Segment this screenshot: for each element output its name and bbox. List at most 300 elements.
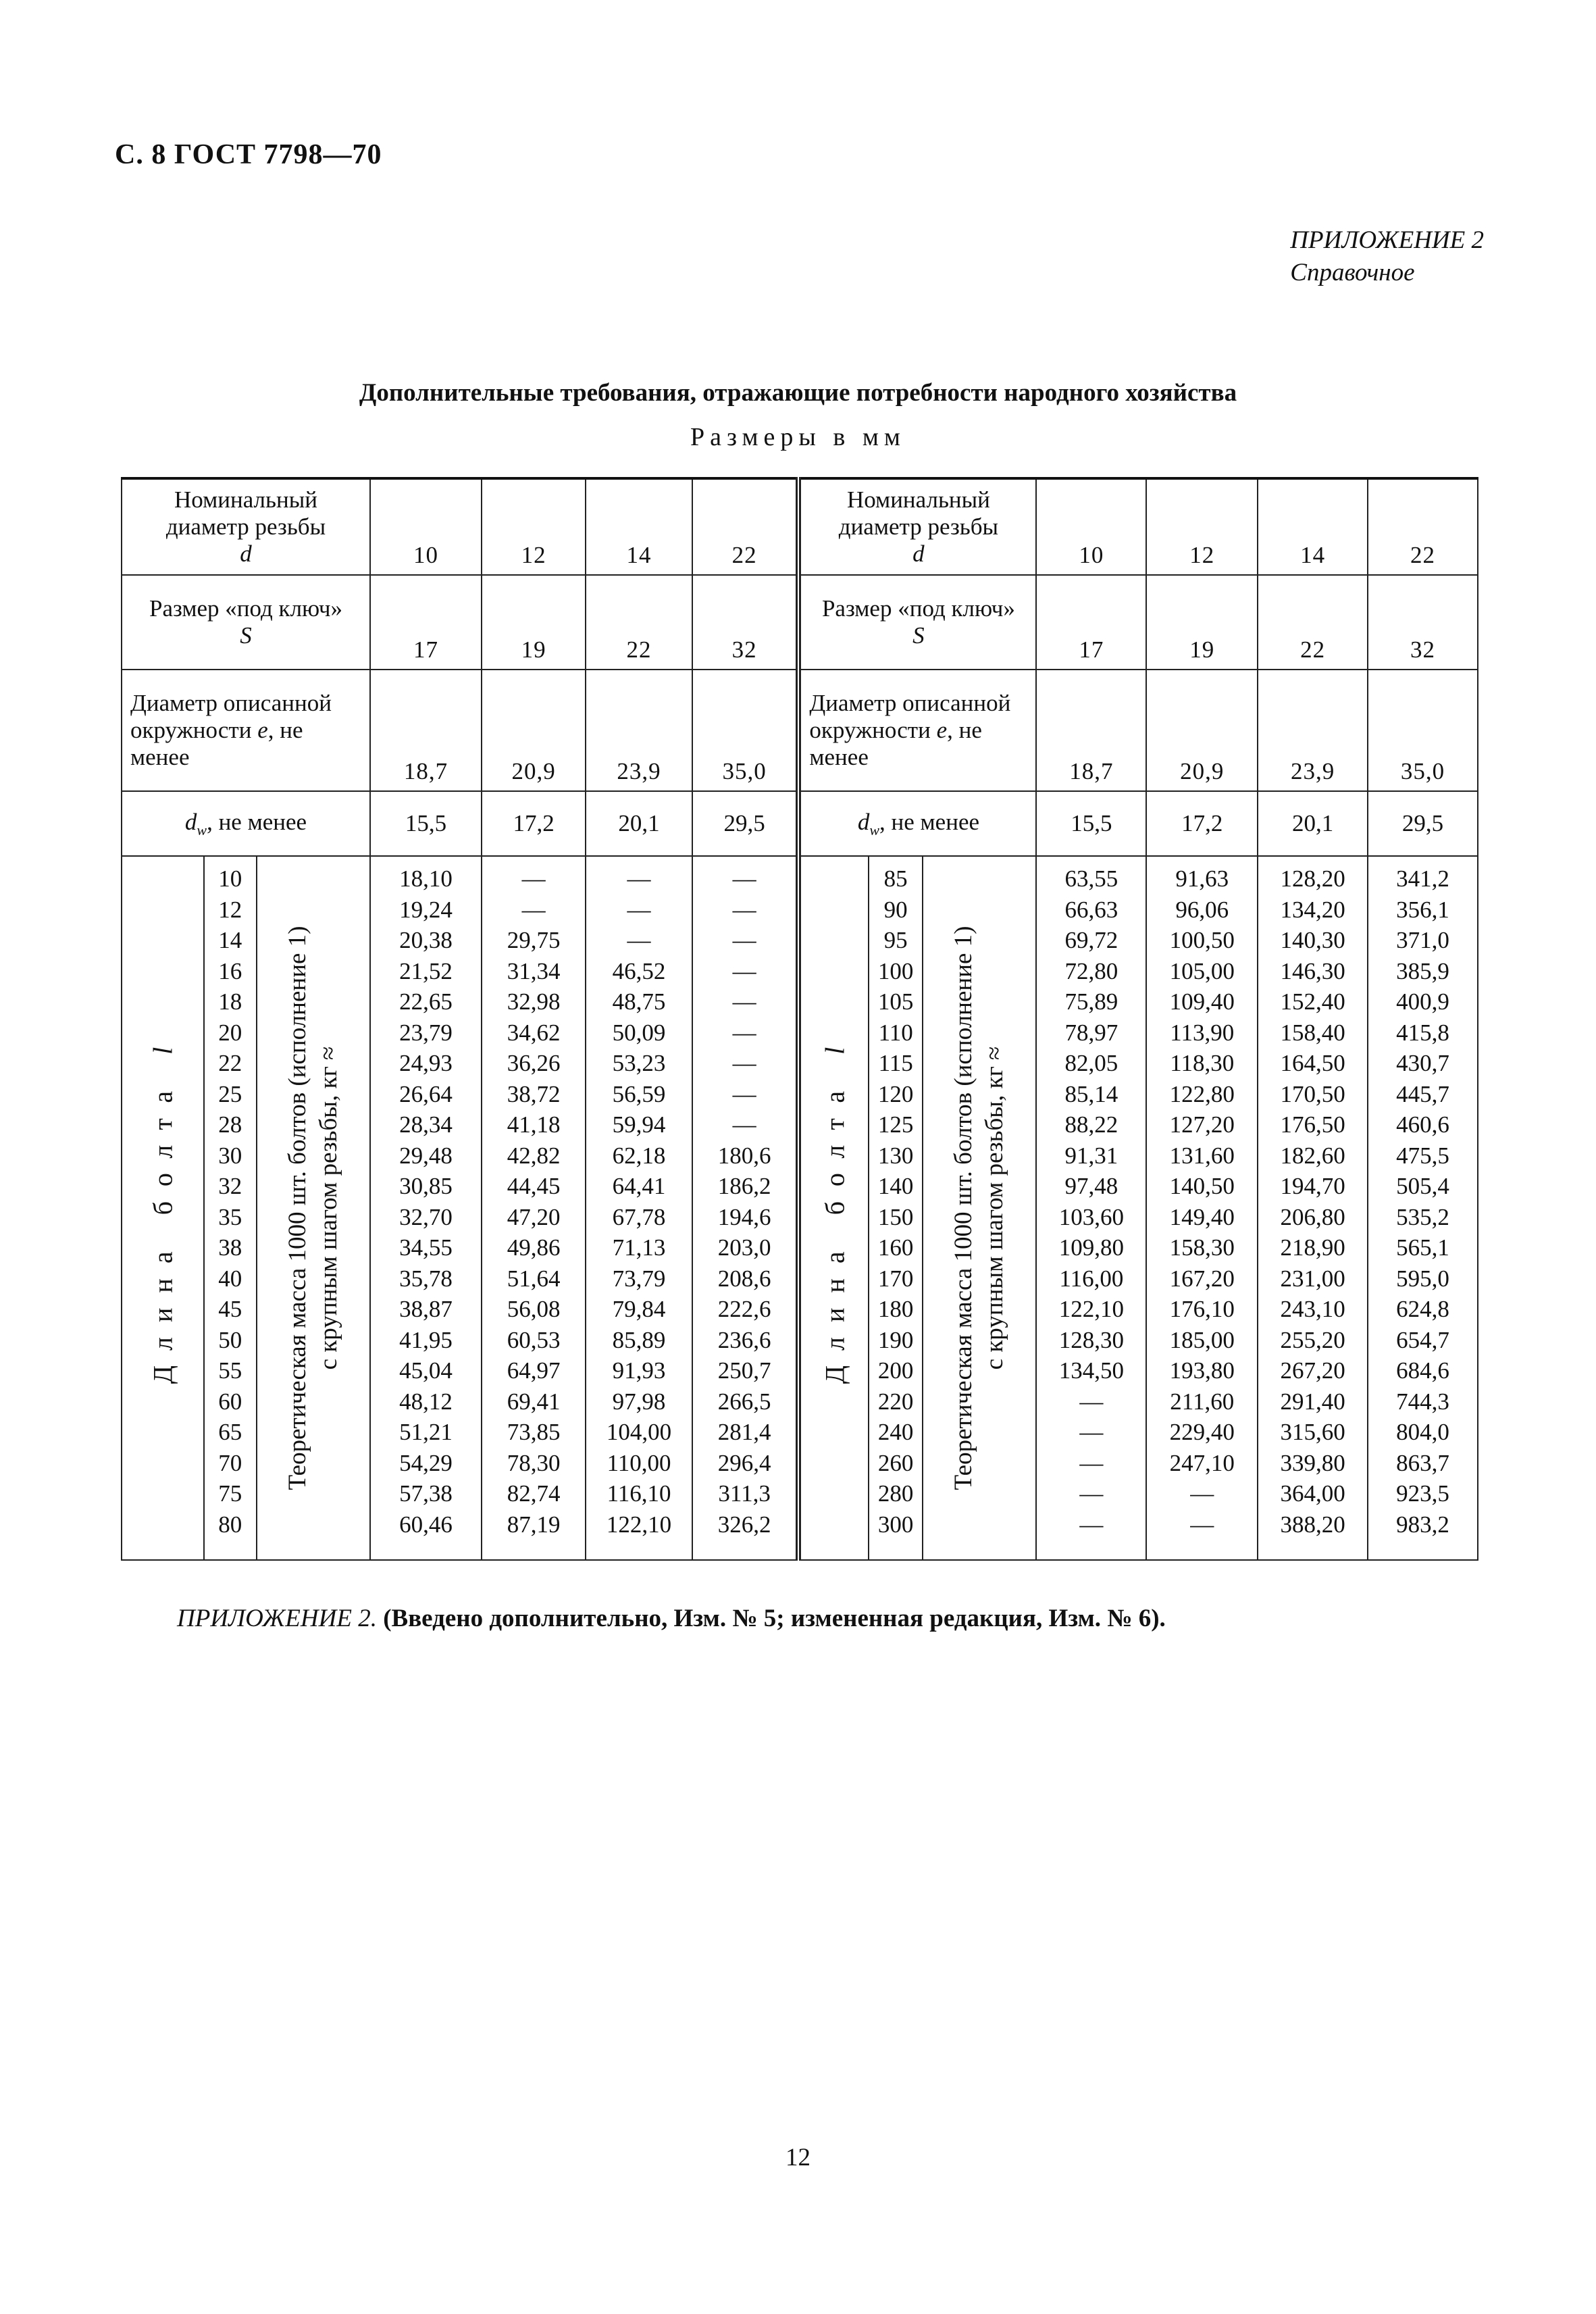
right-length-label-cell bbox=[798, 856, 869, 1560]
mass-value: 100,50 bbox=[1169, 927, 1235, 953]
mass-value: 744,3 bbox=[1396, 1388, 1449, 1415]
mass-value: 38,72 bbox=[507, 1080, 561, 1107]
dw-row bbox=[122, 791, 1478, 856]
mass-value: 983,2 bbox=[1396, 1511, 1449, 1538]
mass-value: 231,00 bbox=[1280, 1265, 1345, 1292]
bolt-length-value: 180 bbox=[877, 1296, 914, 1322]
mass-value: 415,8 bbox=[1396, 1019, 1449, 1046]
mass-value: 400,9 bbox=[1396, 988, 1449, 1015]
dimensions-note: Размеры в мм bbox=[690, 423, 906, 451]
left-circle-label-cell bbox=[122, 670, 370, 791]
right-circle-suffix: , не менее bbox=[809, 717, 982, 770]
mass-value: 281,4 bbox=[717, 1419, 771, 1445]
mass-value: 388,20 bbox=[1280, 1511, 1345, 1538]
right-mass-column bbox=[1258, 856, 1368, 1560]
left-circle-label: Диаметр описанной окружности bbox=[130, 690, 332, 743]
bolt-length-value: 125 bbox=[877, 1111, 914, 1138]
mass-value: 91,93 bbox=[612, 1357, 666, 1384]
mass-value: 51,21 bbox=[399, 1419, 453, 1445]
left-length-values bbox=[204, 856, 257, 1560]
left-circle-value: 23,9 bbox=[586, 670, 692, 791]
mass-value: 654,7 bbox=[1396, 1326, 1449, 1353]
right-dw-value: 17,2 bbox=[1146, 791, 1258, 856]
mass-value: 46,52 bbox=[612, 957, 666, 984]
bolt-length-value: 50 bbox=[218, 1326, 242, 1353]
mass-value: — bbox=[521, 865, 546, 892]
bolt-length-value: 70 bbox=[218, 1449, 242, 1476]
mass-value: 105,00 bbox=[1169, 957, 1235, 984]
bolt-length-value: 170 bbox=[877, 1265, 914, 1292]
bolt-length-value: 160 bbox=[877, 1234, 914, 1261]
mass-value: 140,50 bbox=[1169, 1173, 1235, 1199]
mass-value: 180,6 bbox=[717, 1142, 771, 1169]
mass-value: 28,34 bbox=[399, 1111, 453, 1138]
page-header-title: С. 8 ГОСТ 7798—70 bbox=[115, 139, 382, 170]
left-wrench-value: 32 bbox=[692, 575, 799, 670]
mass-value: 804,0 bbox=[1396, 1419, 1449, 1445]
left-diameter-label-cell bbox=[122, 478, 370, 575]
left-diameter-symbol: d bbox=[240, 540, 252, 567]
mass-value: 21,52 bbox=[399, 957, 453, 984]
left-length-label-cell bbox=[122, 856, 204, 1560]
right-circle-label: Диаметр описанной окружности bbox=[809, 690, 1011, 743]
mass-value: 109,80 bbox=[1058, 1234, 1125, 1261]
left-mass-column bbox=[370, 856, 482, 1560]
mass-value: 236,6 bbox=[717, 1326, 771, 1353]
mass-value: 194,70 bbox=[1280, 1173, 1345, 1199]
bolt-length-value: 12 bbox=[218, 896, 242, 923]
right-dw-value: 29,5 bbox=[1368, 791, 1478, 856]
mass-value: 22,65 bbox=[399, 988, 453, 1015]
mass-value: 56,59 bbox=[612, 1080, 666, 1107]
bolt-length-value: 100 bbox=[877, 957, 914, 984]
mass-value: — bbox=[1190, 1480, 1214, 1507]
right-wrench-label: Размер «под ключ» bbox=[821, 595, 1015, 622]
mass-value: 88,22 bbox=[1064, 1111, 1118, 1138]
mass-value: 50,09 bbox=[612, 1019, 666, 1046]
bolt-length-value: 95 bbox=[883, 927, 908, 953]
mass-value: 87,19 bbox=[507, 1511, 561, 1538]
mass-value: 69,72 bbox=[1064, 927, 1118, 953]
bolt-length-value: 115 bbox=[878, 1050, 913, 1076]
mass-value: 82,74 bbox=[507, 1480, 561, 1507]
right-circle-value: 35,0 bbox=[1368, 670, 1478, 791]
bolt-length-value: 16 bbox=[218, 957, 242, 984]
mass-value: 122,10 bbox=[606, 1511, 672, 1538]
mass-value: 109,40 bbox=[1169, 988, 1235, 1015]
bolt-length-value: 55 bbox=[218, 1357, 242, 1384]
mass-value: 64,41 bbox=[612, 1173, 666, 1199]
mass-value: 73,79 bbox=[612, 1265, 666, 1292]
bolt-length-value: 45 bbox=[218, 1296, 242, 1322]
mass-value: 32,70 bbox=[399, 1203, 453, 1230]
mass-value: 182,60 bbox=[1280, 1142, 1345, 1169]
mass-value: — bbox=[1079, 1449, 1104, 1476]
bolt-length-value: 25 bbox=[218, 1080, 242, 1107]
appendix-number: ПРИЛОЖЕНИЕ 2 bbox=[1290, 226, 1484, 254]
mass-value: 122,10 bbox=[1058, 1296, 1125, 1322]
bolt-length-value: 22 bbox=[218, 1050, 242, 1076]
right-mass-column bbox=[1036, 856, 1146, 1560]
mass-value: 91,63 bbox=[1175, 865, 1229, 892]
mass-value: 134,50 bbox=[1058, 1357, 1125, 1384]
right-dw-symbol: d bbox=[857, 808, 870, 835]
right-diameter-symbol: d bbox=[912, 540, 925, 567]
diameter-row bbox=[122, 478, 1478, 575]
right-mass-column bbox=[1368, 856, 1478, 1560]
mass-value: — bbox=[732, 896, 756, 923]
mass-value: — bbox=[627, 927, 651, 953]
bolt-length-value: 60 bbox=[218, 1388, 242, 1415]
mass-value: 19,24 bbox=[399, 896, 453, 923]
mass-value: 49,86 bbox=[507, 1234, 561, 1261]
bolt-length-value: 240 bbox=[877, 1419, 914, 1445]
left-diameter-value: 14 bbox=[586, 478, 692, 575]
mass-value: 51,64 bbox=[507, 1265, 561, 1292]
mass-value: — bbox=[521, 896, 546, 923]
mass-value: 71,13 bbox=[612, 1234, 666, 1261]
bolt-length-value: 18 bbox=[218, 988, 242, 1015]
footnote-label: ПРИЛОЖЕНИЕ 2. bbox=[177, 1605, 377, 1632]
bolt-length-value: 10 bbox=[218, 865, 242, 892]
bolt-length-value: 260 bbox=[877, 1449, 914, 1476]
mass-value: 24,93 bbox=[399, 1050, 453, 1076]
mass-value: 113,90 bbox=[1170, 1019, 1235, 1046]
bolt-length-value: 130 bbox=[877, 1142, 914, 1169]
mass-value: 475,5 bbox=[1396, 1142, 1449, 1169]
mass-value: 31,34 bbox=[507, 957, 561, 984]
mass-value: 110,00 bbox=[607, 1449, 671, 1476]
left-dw-value: 20,1 bbox=[586, 791, 692, 856]
mass-value: 44,45 bbox=[507, 1173, 561, 1199]
left-circle-value: 35,0 bbox=[692, 670, 799, 791]
mass-value: 364,00 bbox=[1280, 1480, 1345, 1507]
right-mass-label: Теоретическая масса 1000 шт. болтов (исполнение 1) с крупным шагом резьбы, кг ≈ bbox=[950, 926, 1009, 1490]
mass-value: 122,80 bbox=[1169, 1080, 1235, 1107]
bolt-length-value: 300 bbox=[877, 1511, 914, 1538]
right-wrench-symbol: S bbox=[912, 622, 925, 649]
mass-value: 34,55 bbox=[399, 1234, 453, 1261]
left-wrench-symbol: S bbox=[240, 622, 252, 649]
mass-value: 167,20 bbox=[1169, 1265, 1235, 1292]
mass-value: — bbox=[732, 1019, 756, 1046]
mass-value: 85,89 bbox=[612, 1326, 666, 1353]
right-wrench-value: 19 bbox=[1146, 575, 1258, 670]
left-diameter-label: Номинальный диаметр резьбы bbox=[165, 486, 326, 540]
mass-value: 863,7 bbox=[1396, 1449, 1449, 1476]
bolt-length-value: 140 bbox=[877, 1173, 914, 1199]
mass-value: 41,95 bbox=[399, 1326, 453, 1353]
left-diameter-value: 10 bbox=[370, 478, 482, 575]
mass-value: 149,40 bbox=[1169, 1203, 1235, 1230]
mass-value: 170,50 bbox=[1280, 1080, 1345, 1107]
mass-value: — bbox=[732, 988, 756, 1015]
mass-value: 565,1 bbox=[1396, 1234, 1449, 1261]
left-dw-label-cell bbox=[122, 791, 370, 856]
mass-value: 128,30 bbox=[1058, 1326, 1125, 1353]
mass-value: 48,75 bbox=[612, 988, 666, 1015]
mass-value: 222,6 bbox=[717, 1296, 771, 1322]
appendix-type: Справочное bbox=[1290, 259, 1415, 286]
mass-value: 326,2 bbox=[717, 1511, 771, 1538]
mass-value: — bbox=[732, 927, 756, 953]
mass-value: 385,9 bbox=[1396, 957, 1449, 984]
bolt-length-value: 85 bbox=[883, 865, 908, 892]
bolt-length-value: 75 bbox=[218, 1480, 242, 1507]
bolt-length-value: 38 bbox=[218, 1234, 242, 1261]
left-mass-column bbox=[692, 856, 799, 1560]
mass-value: — bbox=[1190, 1511, 1214, 1538]
mass-value: 535,2 bbox=[1396, 1203, 1449, 1230]
appendix-label bbox=[1290, 224, 1484, 289]
left-diameter-value: 22 bbox=[692, 478, 799, 575]
right-dw-label-cell bbox=[798, 791, 1036, 856]
wrench-size-row bbox=[122, 575, 1478, 670]
bolt-length-value: 32 bbox=[218, 1173, 242, 1199]
right-diameter-value: 14 bbox=[1258, 478, 1368, 575]
mass-value: 26,64 bbox=[399, 1080, 453, 1107]
mass-value: 146,30 bbox=[1280, 957, 1345, 984]
bolt-length-value: 105 bbox=[877, 988, 914, 1015]
left-wrench-value: 22 bbox=[586, 575, 692, 670]
left-wrench-label-cell bbox=[122, 575, 370, 670]
mass-value: 63,55 bbox=[1064, 865, 1118, 892]
mass-value: — bbox=[732, 957, 756, 984]
mass-value: 176,50 bbox=[1280, 1111, 1345, 1138]
bolt-length-value: 280 bbox=[877, 1480, 914, 1507]
left-mass-column bbox=[586, 856, 692, 1560]
mass-value: 23,79 bbox=[399, 1019, 453, 1046]
bolt-length-value: 20 bbox=[218, 1019, 242, 1046]
mass-value: 185,00 bbox=[1169, 1326, 1235, 1353]
mass-value: 684,6 bbox=[1396, 1357, 1449, 1384]
appendix-footnote bbox=[177, 1604, 1166, 1633]
document-heading: Дополнительные требования, отражающие потребности народного хозяйства bbox=[359, 379, 1237, 407]
mass-value: 211,60 bbox=[1170, 1388, 1235, 1415]
right-length-values bbox=[869, 856, 923, 1560]
mass-value: 116,10 bbox=[607, 1480, 671, 1507]
mass-value: — bbox=[627, 896, 651, 923]
bolt-length-value: 90 bbox=[883, 896, 908, 923]
mass-value: 29,48 bbox=[399, 1142, 453, 1169]
left-mass-column bbox=[482, 856, 586, 1560]
left-dw-label: , не менее bbox=[207, 808, 307, 835]
right-circle-symbol: e bbox=[936, 717, 948, 743]
mass-value: 128,20 bbox=[1280, 865, 1345, 892]
left-length-label: Длина болта l bbox=[147, 1032, 178, 1384]
bolt-length-value: 65 bbox=[218, 1419, 242, 1445]
bolt-length-value: 110 bbox=[878, 1019, 913, 1046]
mass-value: 158,40 bbox=[1280, 1019, 1345, 1046]
mass-value: 206,80 bbox=[1280, 1203, 1345, 1230]
bolt-length-value: 35 bbox=[218, 1203, 242, 1230]
mass-value: 445,7 bbox=[1396, 1080, 1449, 1107]
mass-value: 164,50 bbox=[1280, 1050, 1345, 1076]
left-dw-subscript: w bbox=[197, 821, 207, 838]
mass-value: 208,6 bbox=[717, 1265, 771, 1292]
mass-value: 624,8 bbox=[1396, 1296, 1449, 1322]
mass-value: 267,20 bbox=[1280, 1357, 1345, 1384]
mass-value: 186,2 bbox=[717, 1173, 771, 1199]
mass-value: 255,20 bbox=[1280, 1326, 1345, 1353]
right-dw-label: , не менее bbox=[879, 808, 980, 835]
bolt-length-value: 120 bbox=[877, 1080, 914, 1107]
mass-value: 460,6 bbox=[1396, 1111, 1449, 1138]
bolt-length-value: 28 bbox=[218, 1111, 242, 1138]
bolt-length-value: 200 bbox=[877, 1357, 914, 1384]
mass-value: 127,20 bbox=[1169, 1111, 1235, 1138]
mass-value: 193,80 bbox=[1169, 1357, 1235, 1384]
mass-value: 45,04 bbox=[399, 1357, 453, 1384]
mass-value: 341,2 bbox=[1396, 865, 1449, 892]
mass-value: 131,60 bbox=[1169, 1142, 1235, 1169]
mass-value: 78,97 bbox=[1064, 1019, 1118, 1046]
mass-value: 505,4 bbox=[1396, 1173, 1449, 1199]
right-wrench-label-cell bbox=[798, 575, 1036, 670]
mass-value: 69,41 bbox=[507, 1388, 561, 1415]
mass-value: 218,90 bbox=[1280, 1234, 1345, 1261]
right-diameter-value: 22 bbox=[1368, 478, 1478, 575]
mass-value: 247,10 bbox=[1169, 1449, 1235, 1476]
left-mass-label-cell bbox=[257, 856, 370, 1560]
left-wrench-value: 17 bbox=[370, 575, 482, 670]
right-mass-column bbox=[1146, 856, 1258, 1560]
mass-value: — bbox=[1079, 1511, 1104, 1538]
mass-value: — bbox=[1079, 1419, 1104, 1445]
mass-value: 595,0 bbox=[1396, 1265, 1449, 1292]
mass-value: 53,23 bbox=[612, 1050, 666, 1076]
mass-value: 430,7 bbox=[1396, 1050, 1449, 1076]
bolt-mass-table bbox=[121, 477, 1478, 1561]
mass-value: — bbox=[627, 865, 651, 892]
mass-value: 266,5 bbox=[717, 1388, 771, 1415]
mass-value: 194,6 bbox=[717, 1203, 771, 1230]
mass-value: 32,98 bbox=[507, 988, 561, 1015]
mass-value: — bbox=[732, 1050, 756, 1076]
mass-value: 371,0 bbox=[1396, 927, 1449, 953]
bolt-length-value: 80 bbox=[218, 1511, 242, 1538]
mass-value: 311,3 bbox=[718, 1480, 771, 1507]
right-diameter-value: 12 bbox=[1146, 478, 1258, 575]
mass-value: 47,20 bbox=[507, 1203, 561, 1230]
right-dw-subscript: w bbox=[869, 821, 880, 838]
left-dw-value: 15,5 bbox=[370, 791, 482, 856]
mass-value: 152,40 bbox=[1280, 988, 1345, 1015]
right-wrench-value: 32 bbox=[1368, 575, 1478, 670]
mass-value: 35,78 bbox=[399, 1265, 453, 1292]
left-dw-symbol: d bbox=[184, 808, 197, 835]
page-number: 12 bbox=[786, 2144, 810, 2171]
mass-value: 59,94 bbox=[612, 1111, 666, 1138]
left-circle-symbol: e bbox=[257, 717, 268, 743]
left-circle-value: 18,7 bbox=[370, 670, 482, 791]
mass-value: 82,05 bbox=[1064, 1050, 1118, 1076]
mass-value: 67,78 bbox=[612, 1203, 666, 1230]
mass-value: 56,08 bbox=[507, 1296, 561, 1322]
mass-value: 118,30 bbox=[1170, 1050, 1235, 1076]
mass-value: 103,60 bbox=[1058, 1203, 1125, 1230]
left-dw-value: 17,2 bbox=[482, 791, 586, 856]
mass-value: 134,20 bbox=[1280, 896, 1345, 923]
mass-value: 54,29 bbox=[399, 1449, 453, 1476]
mass-value: 78,30 bbox=[507, 1449, 561, 1476]
right-circle-label-cell bbox=[798, 670, 1036, 791]
mass-value: 116,00 bbox=[1059, 1265, 1124, 1292]
mass-value: 356,1 bbox=[1396, 896, 1449, 923]
mass-value: 62,18 bbox=[612, 1142, 666, 1169]
mass-value: — bbox=[1079, 1480, 1104, 1507]
mass-value: 66,63 bbox=[1064, 896, 1118, 923]
mass-value: 57,38 bbox=[399, 1480, 453, 1507]
mass-value: — bbox=[1079, 1388, 1104, 1415]
mass-value: 36,26 bbox=[507, 1050, 561, 1076]
left-circle-suffix: , не менее bbox=[130, 717, 303, 770]
mass-value: 48,12 bbox=[399, 1388, 453, 1415]
left-diameter-value: 12 bbox=[482, 478, 586, 575]
mass-value: 38,87 bbox=[399, 1296, 453, 1322]
left-wrench-label: Размер «под ключ» bbox=[149, 595, 342, 622]
mass-value: 18,10 bbox=[399, 865, 453, 892]
mass-value: 73,85 bbox=[507, 1419, 561, 1445]
right-diameter-label-cell bbox=[798, 478, 1036, 575]
mass-value: 20,38 bbox=[399, 927, 453, 953]
circumscribed-circle-row bbox=[122, 670, 1478, 791]
mass-value: 75,89 bbox=[1064, 988, 1118, 1015]
mass-value: 229,40 bbox=[1169, 1419, 1235, 1445]
mass-value: 29,75 bbox=[507, 927, 561, 953]
mass-value: 291,40 bbox=[1280, 1388, 1345, 1415]
mass-value: 85,14 bbox=[1064, 1080, 1118, 1107]
right-length-label: Длина болта l bbox=[819, 1032, 850, 1384]
mass-value: 41,18 bbox=[507, 1111, 561, 1138]
mass-value: 315,60 bbox=[1280, 1419, 1345, 1445]
mass-value: 72,80 bbox=[1064, 957, 1118, 984]
left-dw-value: 29,5 bbox=[692, 791, 799, 856]
mass-value: 243,10 bbox=[1280, 1296, 1345, 1322]
mass-value: — bbox=[732, 1080, 756, 1107]
right-diameter-label: Номинальный диаметр резьбы bbox=[838, 486, 999, 540]
mass-value: — bbox=[732, 865, 756, 892]
footnote-text: (Введено дополнительно, Изм. № 5; измененная редакция, Изм. № 6). bbox=[376, 1605, 1166, 1632]
left-circle-value: 20,9 bbox=[482, 670, 586, 791]
mass-value: 140,30 bbox=[1280, 927, 1345, 953]
mass-value: 34,62 bbox=[507, 1019, 561, 1046]
right-circle-value: 20,9 bbox=[1146, 670, 1258, 791]
mass-value: 60,53 bbox=[507, 1326, 561, 1353]
bolt-length-value: 150 bbox=[877, 1203, 914, 1230]
bolt-length-value: 190 bbox=[877, 1326, 914, 1353]
mass-value: 176,10 bbox=[1169, 1296, 1235, 1322]
mass-value: 158,30 bbox=[1169, 1234, 1235, 1261]
mass-value: 923,5 bbox=[1396, 1480, 1449, 1507]
bolt-length-value: 30 bbox=[218, 1142, 242, 1169]
bolt-length-value: 14 bbox=[218, 927, 242, 953]
mass-value: 104,00 bbox=[606, 1419, 672, 1445]
mass-value: 42,82 bbox=[507, 1142, 561, 1169]
right-wrench-value: 17 bbox=[1036, 575, 1146, 670]
mass-value: 250,7 bbox=[717, 1357, 771, 1384]
right-dw-value: 20,1 bbox=[1258, 791, 1368, 856]
mass-value: 97,98 bbox=[612, 1388, 666, 1415]
mass-value: 96,06 bbox=[1175, 896, 1229, 923]
right-circle-value: 23,9 bbox=[1258, 670, 1368, 791]
right-diameter-value: 10 bbox=[1036, 478, 1146, 575]
right-wrench-value: 22 bbox=[1258, 575, 1368, 670]
bolt-length-value: 40 bbox=[218, 1265, 242, 1292]
right-dw-value: 15,5 bbox=[1036, 791, 1146, 856]
mass-value: 296,4 bbox=[717, 1449, 771, 1476]
right-mass-label-cell bbox=[923, 856, 1036, 1560]
